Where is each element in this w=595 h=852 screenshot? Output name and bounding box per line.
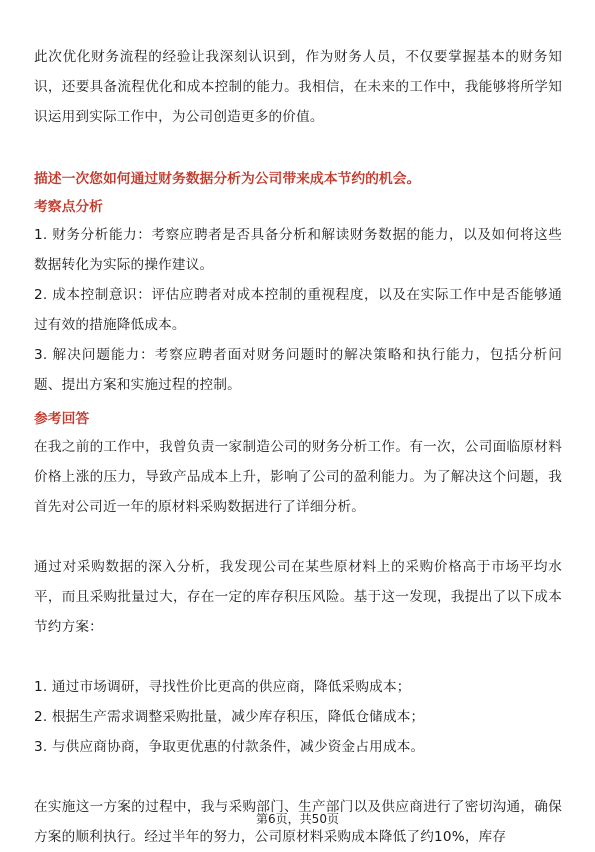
document-body [34, 42, 562, 852]
spacer [34, 762, 562, 792]
analysis-point-3: 3. 解决问题能力：考察应聘者面对财务问题时的解决策略和执行能力，包括分析问题、提出方案和实施过程的控制。 [34, 347, 562, 393]
plan-item-1: 1. 通过市场调研，寻找性价比更高的供应商，降低采购成本； [34, 679, 411, 695]
intro-paragraph: 此次优化财务流程的经验让我深刻认识到，作为财务人员，不仅要掌握基本的财务知识，还要具备流程优化和成本控制的能力。我相信，在未来的工作中，我能够将所学知识运用到实际工作中，为公司创造更多的价值。 [34, 49, 562, 125]
analysis-label: 考察点分析 [34, 199, 103, 215]
answer-paragraph-2: 通过对采购数据的深入分析，我发现公司在某些原材料上的采购价格高于市场平均水平，而且采购批量过大，存在一定的库存积压风险。基于这一发现，我提出了以下成本节约方案： [34, 559, 562, 635]
question-heading: 描述一次您如何通过财务数据分析为公司带来成本节约的机会。 [34, 171, 421, 187]
plan-item-2: 2. 根据生产需求调整采购批量，减少库存积压，降低仓储成本； [34, 709, 425, 725]
page-footer: 第6页，共50页 [256, 812, 339, 826]
analysis-point-2: 2. 成本控制意识：评估应聘者对成本控制的重视程度，以及在实际工作中是否能够通过有效的措施降低成本。 [34, 287, 562, 333]
spacer [34, 132, 562, 162]
spacer [34, 522, 562, 552]
answer-paragraph-1: 在我之前的工作中，我曾负责一家制造公司的财务分析工作。有一次，公司面临原材料价格上涨的压力，导致产品成本上升，影响了公司的盈利能力。为了解决这个问题，我首先对公司近一年的原材料采购数据进行了详细分析。 [34, 439, 562, 515]
answer-paragraph-3: 在实施这一方案的过程中，我与采购部门、生产部门以及供应商进行了密切沟通，确保方案的顺利执行。经过半年的努力，公司原材料采购成本降低了约10%，库存 [34, 799, 562, 845]
analysis-point-1: 1. 财务分析能力：考察应聘者是否具备分析和解读财务数据的能力，以及如何将这些数据转化为实际的操作建议。 [34, 227, 562, 273]
plan-item-3: 3. 与供应商协商，争取更优惠的付款条件，减少资金占用成本。 [34, 739, 425, 755]
answer-label: 参考回答 [34, 411, 90, 427]
spacer [34, 642, 562, 672]
